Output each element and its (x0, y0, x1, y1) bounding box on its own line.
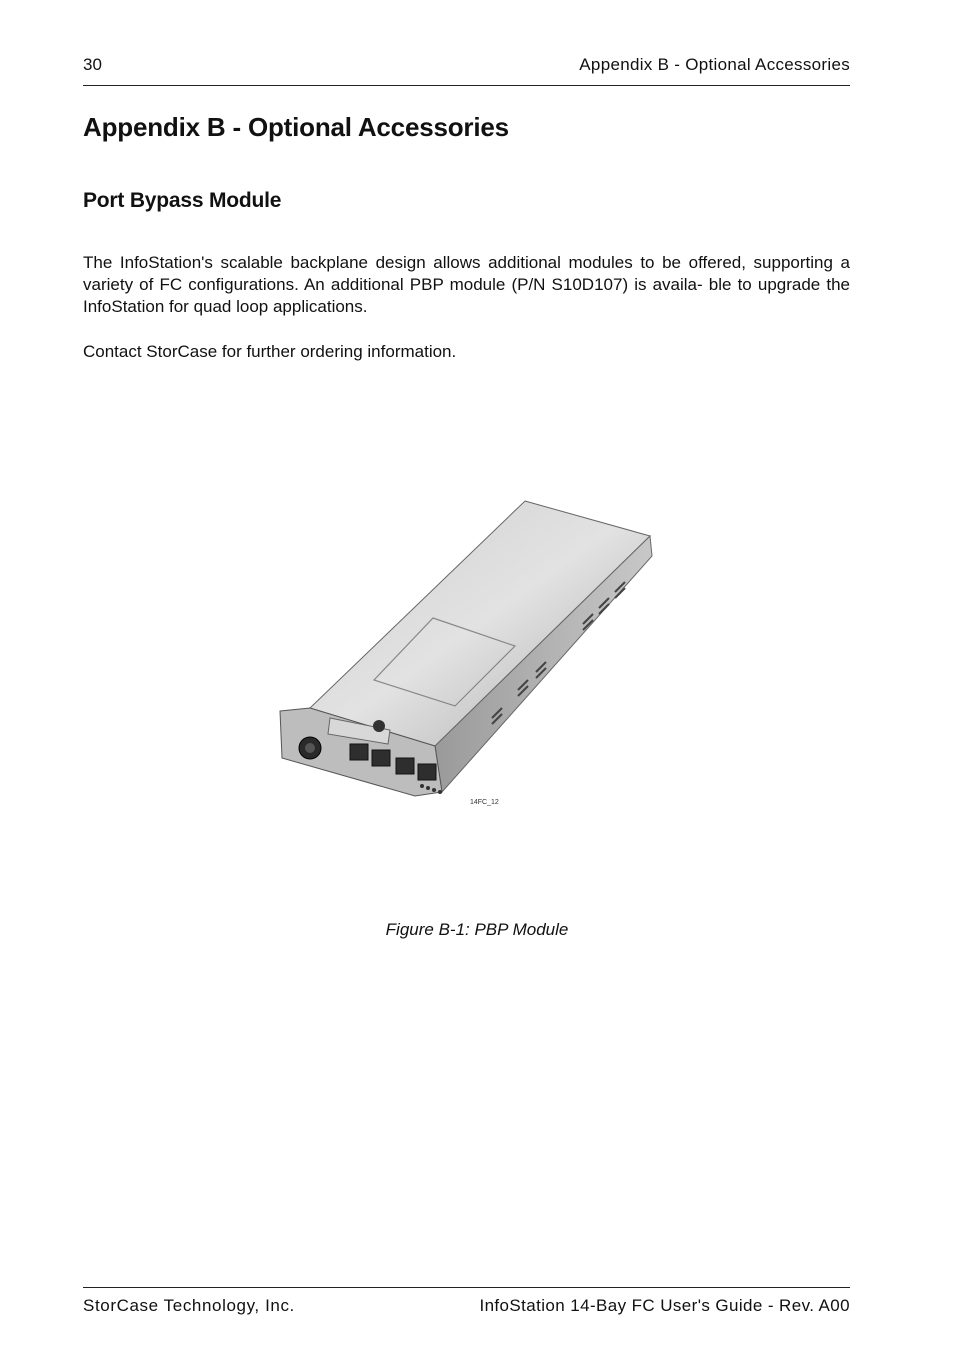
page-header (83, 55, 850, 86)
running-title: Appendix B - Optional Accessories (579, 55, 850, 74)
page-title: Appendix B - Optional Accessories (83, 112, 509, 142)
footer-company: StorCase Technology, Inc. (83, 1296, 295, 1315)
pbp-module-figure (270, 496, 660, 816)
page-number: 30 (83, 55, 102, 74)
pbp-module-illustration (270, 496, 660, 816)
footer-document-title: InfoStation 14-Bay FC User's Guide - Rev. A00 (479, 1296, 850, 1315)
page-footer (83, 1287, 850, 1322)
body-paragraph-1: The InfoStation's scalable backplane design allows additional modules to be offered, supporting a variety of FC configurations. An additional PBP module (P/N S10D107) is availa- ble to upgrade the InfoStation for quad loop applications. (83, 253, 850, 316)
section-heading: Port Bypass Module (83, 189, 282, 212)
figure-image-label: 14FC_12 (470, 799, 499, 806)
figure-caption: Figure B-1: PBP Module (385, 920, 569, 939)
body-paragraph-2: Contact StorCase for further ordering information. (83, 342, 457, 361)
